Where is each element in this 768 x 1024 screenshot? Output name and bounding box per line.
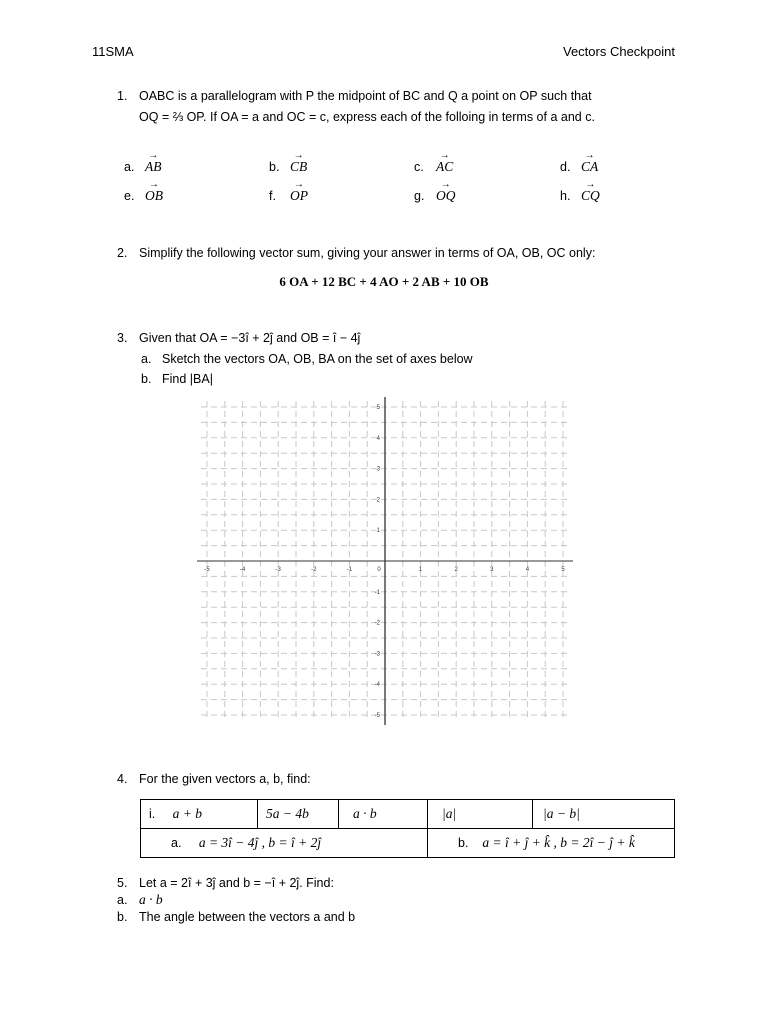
header-course-code: 11SMA — [92, 44, 134, 59]
table-cell: |a| — [428, 800, 533, 829]
q3-part-a-label: a. — [141, 352, 152, 366]
q1-part-label: a. — [124, 160, 135, 174]
y-tick-label: 1 — [376, 528, 380, 535]
x-tick-label: 5 — [561, 567, 565, 573]
q1-part-label: c. — [414, 160, 424, 174]
q2-number: 2. — [117, 246, 128, 260]
q1-part-vector: → AB — [145, 159, 162, 175]
header-title: Vectors Checkpoint — [562, 44, 675, 59]
q5-number: 5. — [117, 876, 128, 890]
q2-expression: 6 OA + 12 BC + 4 AO + 2 AB + 10 OB — [279, 274, 489, 289]
q4-text: For the given vectors a, b, find: — [139, 772, 311, 786]
q4-table — [140, 799, 675, 858]
y-tick-label: -5 — [374, 713, 380, 719]
table-cell: 5a − 4b — [258, 800, 339, 829]
q1-part-vector: → CA — [581, 159, 598, 175]
y-tick-label: -3 — [374, 651, 380, 658]
q3-part-b-label: b. — [141, 372, 152, 386]
y-tick-label: -2 — [374, 620, 380, 627]
q1-part-label: h. — [560, 189, 571, 203]
table-cell: a · b — [339, 800, 428, 829]
q1-part-label: d. — [560, 160, 571, 174]
q2-text: Simplify the following vector sum, giving your answer in terms of OA, OB, OC only: — [139, 246, 596, 260]
q4-number: 4. — [117, 772, 128, 786]
q3-part-a-text: Sketch the vectors OA, OB, BA on the set of axes below — [162, 352, 473, 366]
q1-part-label: b. — [269, 160, 280, 174]
q1-text-line2: OQ = ⅔ OP. If OA = a and OC = c, express each of the folloing in terms of a and c. — [139, 110, 595, 124]
q5-part-b-text: The angle between the vectors a and b — [139, 910, 356, 924]
q5-part-a-text: a · b — [139, 892, 163, 907]
q1-part-label: g. — [414, 189, 425, 203]
q5-part-b-label: b. — [117, 910, 128, 924]
x-tick-label: 0 — [377, 567, 381, 573]
q1-part-vector: → OQ — [436, 188, 456, 204]
q1-part-vector: → OB — [145, 188, 163, 204]
x-tick-label: -2 — [311, 567, 317, 573]
x-tick-label: 2 — [454, 567, 458, 573]
q1-part-label: f. — [269, 189, 276, 203]
q1-number: 1. — [117, 89, 128, 103]
q1-part-vector: → AC — [436, 159, 453, 175]
y-tick-label: 3 — [376, 466, 380, 473]
q1-part-vector: → CB — [290, 159, 307, 175]
x-tick-label: 4 — [525, 567, 530, 573]
x-tick-label: -4 — [239, 567, 246, 573]
table-cell: |a − b| — [533, 800, 675, 829]
x-tick-label: 3 — [490, 567, 494, 573]
x-tick-label: -5 — [204, 567, 210, 573]
q3-number: 3. — [117, 331, 128, 345]
y-tick-label: 4 — [376, 435, 380, 442]
x-tick-label: -3 — [275, 567, 281, 573]
q1-part-vector: → CQ — [581, 188, 600, 204]
x-tick-label: -1 — [346, 567, 353, 573]
table-cell: i. a + b — [141, 800, 258, 829]
q5-text: Let a = 2î + 3ĵ and b = −î + 2ĵ. Find: — [139, 876, 334, 890]
y-tick-label: 5 — [376, 405, 380, 411]
coordinate-grid — [195, 395, 575, 727]
x-tick-label: 1 — [418, 567, 423, 573]
q1-part-label: e. — [124, 189, 135, 203]
table-row — [141, 829, 675, 858]
y-tick-label: 2 — [376, 497, 380, 504]
table-cell: a. a = 3î − 4ĵ , b = î + 2ĵ — [141, 829, 428, 858]
y-tick-label: -4 — [374, 682, 380, 689]
y-tick-label: -1 — [374, 589, 380, 596]
q1-part-vector: → OP — [290, 188, 308, 204]
q5-part-a-label: a. — [117, 893, 128, 907]
q1-text-line1: OABC is a parallelogram with P the midpoint of BC and Q a point on OP such that — [139, 89, 592, 103]
q3-part-b-text: Find |BA| — [162, 372, 213, 386]
table-cell: b. a = î + ĵ + k̂ , b = 2î − ĵ + k̂ — [428, 829, 675, 858]
q3-text: Given that OA = −3î + 2ĵ and OB = î − 4ĵ — [139, 331, 361, 345]
table-row — [141, 800, 675, 829]
